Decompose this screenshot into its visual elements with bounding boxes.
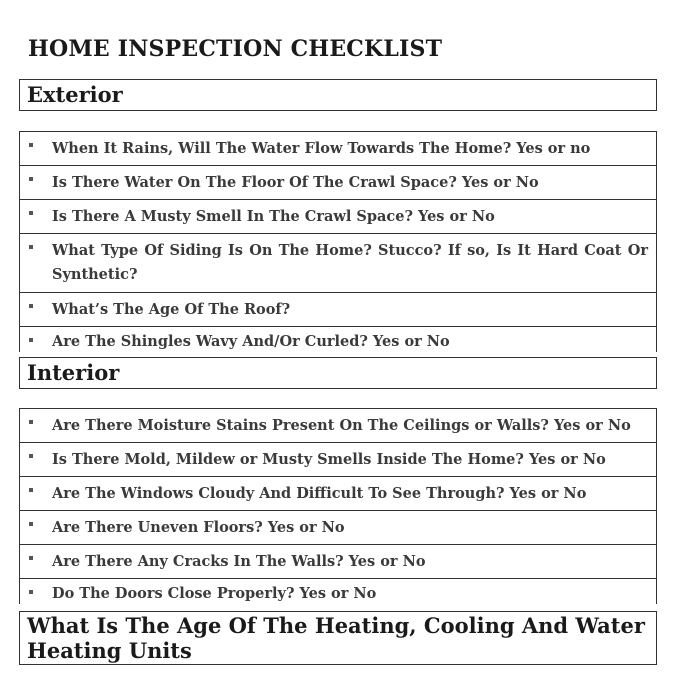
list-item — [19, 292, 657, 327]
list-item — [19, 578, 657, 604]
list-item-text: Do The Doors Close Properly? Yes or No — [52, 585, 377, 602]
list-item-text: Are The Windows Cloudy And Difficult To See Through? Yes or No — [52, 485, 587, 502]
list-item-text: Are There Moisture Stains Present On The Ceilings or Walls? Yes or No — [52, 417, 631, 434]
bullet-icon — [29, 304, 33, 308]
list-item — [19, 165, 657, 200]
bullet-icon — [29, 590, 33, 594]
list-item — [19, 199, 657, 234]
list-item-text: Are The Shingles Wavy And/Or Curled? Yes or No — [52, 333, 450, 350]
bullet-icon — [29, 556, 33, 560]
bullet-icon — [29, 338, 33, 342]
list-item — [19, 326, 657, 352]
section-heading-interior: Interior — [19, 357, 657, 389]
section-heading-heating: What Is The Age Of The Heating, Cooling And Water Heating Units — [19, 611, 657, 665]
list-item — [19, 131, 657, 166]
list-item-text: Is There Mold, Mildew or Musty Smells Inside The Home? Yes or No — [52, 451, 606, 468]
list-item — [19, 442, 657, 477]
list-item-text: Are There Any Cracks In The Walls? Yes or No — [52, 553, 426, 570]
interior-checklist — [19, 408, 657, 604]
list-item — [19, 408, 657, 443]
list-item-text: Are There Uneven Floors? Yes or No — [52, 519, 345, 536]
list-item-text: What’s The Age Of The Roof? — [52, 301, 291, 318]
list-item — [19, 510, 657, 545]
section-heading-exterior: Exterior — [19, 79, 657, 111]
bullet-icon — [29, 454, 33, 458]
bullet-icon — [29, 245, 33, 249]
bullet-icon — [29, 522, 33, 526]
bullet-icon — [29, 143, 33, 147]
list-item — [19, 476, 657, 511]
exterior-checklist — [19, 131, 657, 352]
page-title: HOME INSPECTION CHECKLIST — [28, 36, 443, 62]
list-item-text: Is There A Musty Smell In The Crawl Space? Yes or No — [52, 208, 495, 225]
bullet-icon — [29, 177, 33, 181]
list-item-text: When It Rains, Will The Water Flow Towards The Home? Yes or no — [52, 140, 591, 157]
bullet-icon — [29, 488, 33, 492]
list-item — [19, 233, 657, 293]
list-item-text: What Type Of Siding Is On The Home? Stucco? If so, Is It Hard Coat Or Synthetic? — [52, 242, 648, 283]
list-item — [19, 544, 657, 579]
bullet-icon — [29, 420, 33, 424]
list-item-text: Is There Water On The Floor Of The Crawl Space? Yes or No — [52, 174, 539, 191]
bullet-icon — [29, 211, 33, 215]
